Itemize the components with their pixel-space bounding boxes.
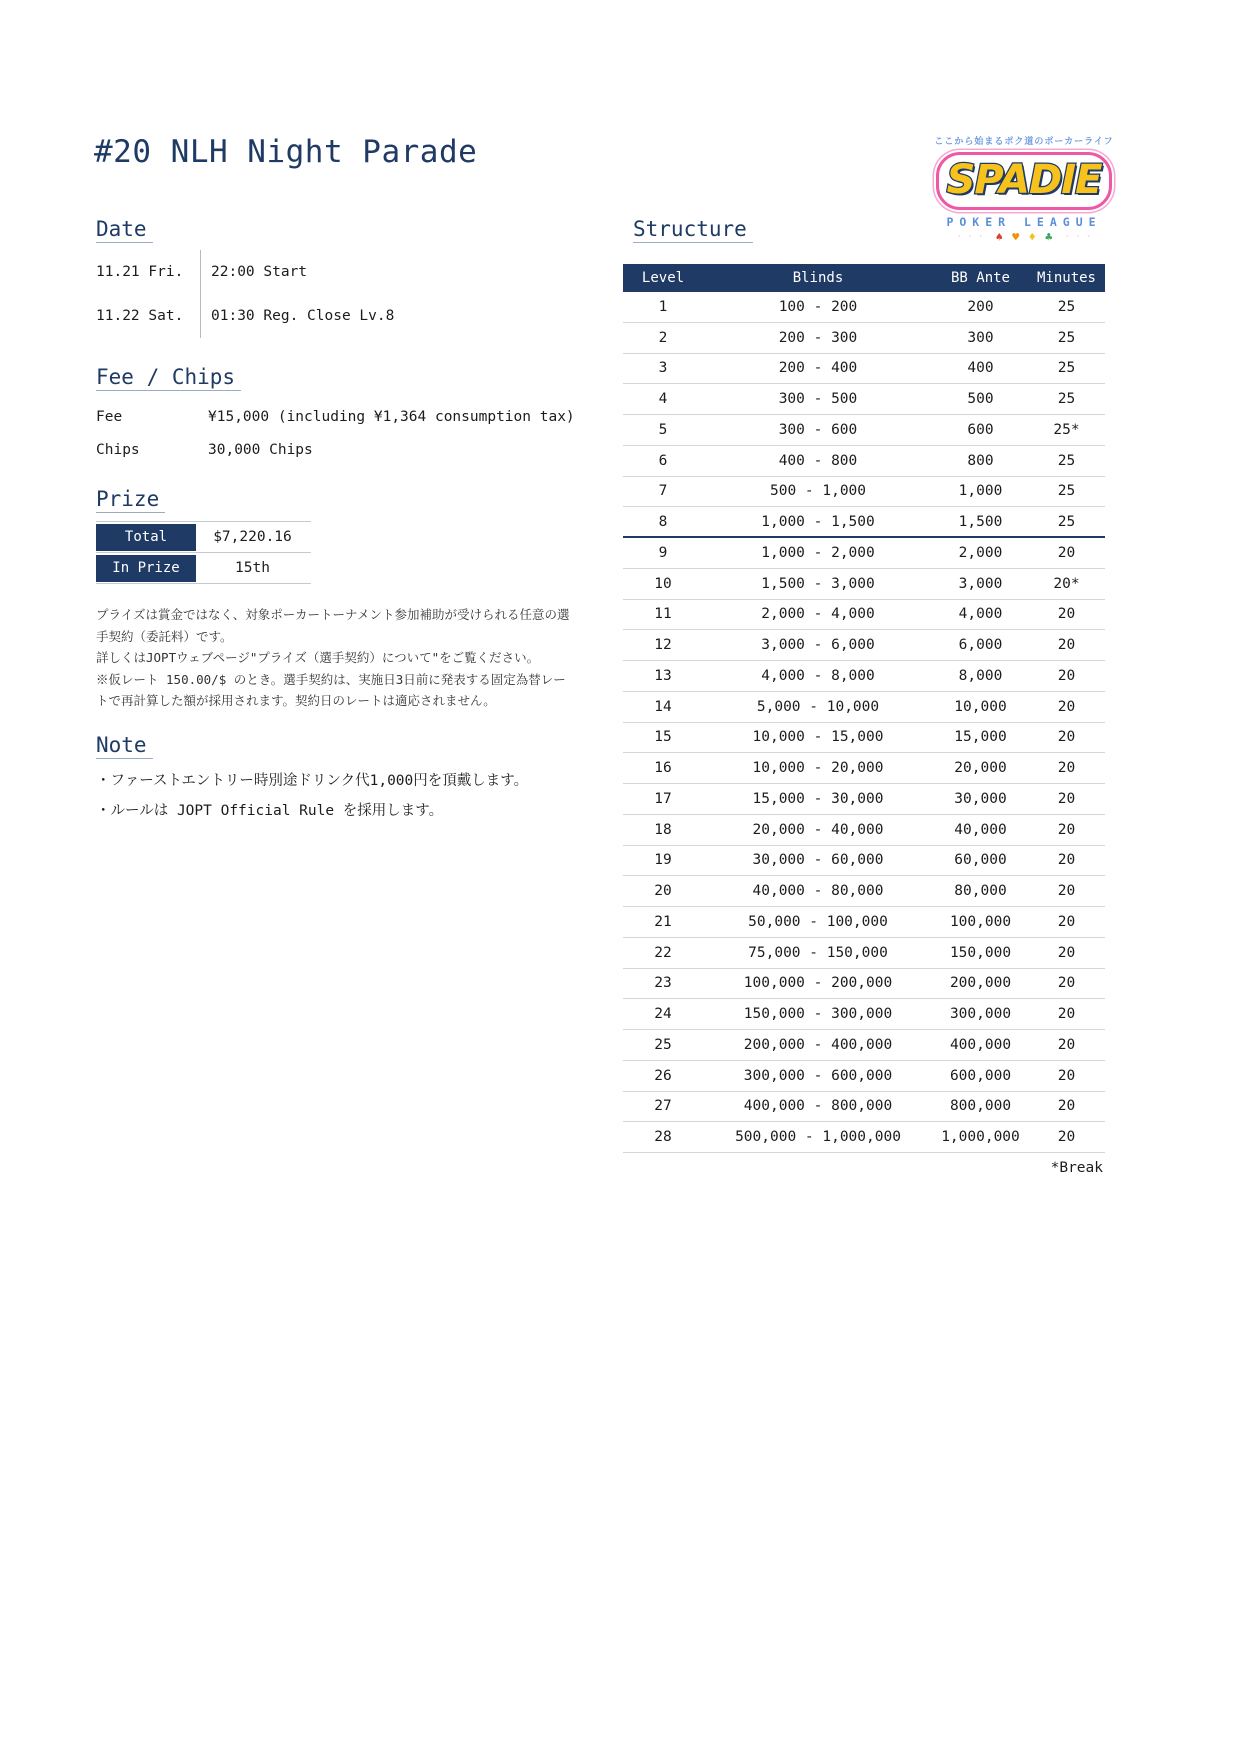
level-cell: 4 xyxy=(658,391,668,408)
bb-ante-cell: 400 xyxy=(967,360,994,377)
note-item: ・ルールは JOPT Official Rule を採用します。 xyxy=(96,803,444,819)
blinds-cell: 4,000 - 8,000 xyxy=(761,667,875,684)
level-cell: 11 xyxy=(654,606,672,623)
date-row xyxy=(96,294,556,338)
level-cell: 12 xyxy=(654,637,672,654)
blinds-cell: 75,000 - 150,000 xyxy=(748,944,888,961)
bb-ante-cell: 15,000 xyxy=(954,729,1007,746)
level-cell: 24 xyxy=(654,1006,672,1023)
structure-row xyxy=(623,538,1105,569)
minutes-cell: 20 xyxy=(1057,1036,1076,1053)
level-cell: 18 xyxy=(654,821,672,838)
minutes-cell: 20 xyxy=(1057,637,1076,654)
structure-row xyxy=(623,323,1105,354)
date-row xyxy=(96,250,556,294)
fee-chips-table xyxy=(96,400,596,466)
blinds-cell: 30,000 - 60,000 xyxy=(752,852,884,869)
bb-ante-cell: 2,000 xyxy=(958,544,1003,561)
structure-row xyxy=(623,784,1105,815)
level-cell: 3 xyxy=(658,360,668,377)
bb-ante-cell: 300,000 xyxy=(949,1006,1012,1023)
diamond-icon: ♦ xyxy=(1028,230,1036,244)
blinds-cell: 20,000 - 40,000 xyxy=(752,821,884,838)
minutes-cell: 20 xyxy=(1057,760,1076,777)
minutes-cell: 20 xyxy=(1057,821,1076,838)
minutes-cell: 25 xyxy=(1057,452,1076,469)
bb-ante-cell: 100,000 xyxy=(949,913,1012,930)
logo-brand-text: SPADIE xyxy=(946,157,1102,203)
column-header-blinds: Blinds xyxy=(792,270,844,286)
structure-body xyxy=(623,292,1105,1153)
minutes-cell: 20 xyxy=(1057,852,1076,869)
prize-section-heading: Prize xyxy=(96,487,165,513)
blinds-cell: 50,000 - 100,000 xyxy=(748,913,888,930)
structure-header-row xyxy=(623,264,1105,292)
fee-chips-row xyxy=(96,433,596,466)
spadie-logo xyxy=(918,134,1130,243)
level-cell: 21 xyxy=(654,913,672,930)
structure-row xyxy=(623,692,1105,723)
minutes-cell: 20 xyxy=(1057,913,1076,930)
bb-ante-cell: 20,000 xyxy=(954,760,1007,777)
structure-row xyxy=(623,477,1105,508)
bb-ante-cell: 30,000 xyxy=(954,790,1007,807)
bb-ante-cell: 6,000 xyxy=(958,637,1003,654)
blinds-cell: 1,000 - 2,000 xyxy=(761,544,875,561)
bb-ante-cell: 300 xyxy=(967,329,994,346)
level-cell: 13 xyxy=(654,667,672,684)
prize-disclaimer-line: プライズは賞金ではなく、対象ポーカートーナメント参加補助が受けられる任意の選手契約（委託料）です。 xyxy=(96,607,570,644)
structure-section-heading: Structure xyxy=(623,217,753,243)
structure-row xyxy=(623,999,1105,1030)
structure-row xyxy=(623,723,1105,754)
prize-disclaimer-line: ※仮レート 150.00/$ のとき。選手契約は、実施日3日前に発表する固定為替レートで再計算した額が採用されます。契約日のレートは適応されません。 xyxy=(96,671,566,708)
bb-ante-cell: 150,000 xyxy=(949,944,1012,961)
structure-row xyxy=(623,1092,1105,1123)
blinds-cell: 100,000 - 200,000 xyxy=(743,975,893,992)
structure-row xyxy=(623,1122,1105,1153)
page-title: #20 NLH Night Parade xyxy=(94,134,478,170)
minutes-cell: 20 xyxy=(1057,944,1076,961)
blinds-cell: 3,000 - 6,000 xyxy=(761,637,875,654)
note-item: ・ファーストエントリー時別途ドリンク代1,000円を頂戴します。 xyxy=(96,773,529,789)
minutes-cell: 20 xyxy=(1057,544,1076,561)
minutes-cell: 20 xyxy=(1057,729,1076,746)
bb-ante-cell: 600 xyxy=(967,421,994,438)
structure-row xyxy=(623,292,1105,323)
bb-ante-cell: 500 xyxy=(967,391,994,408)
bb-ante-cell: 3,000 xyxy=(958,575,1003,592)
date-detail: 22:00 Start xyxy=(200,250,556,294)
club-icon: ♣ xyxy=(1045,230,1053,244)
spade-icon: ♠ xyxy=(995,230,1003,244)
structure-row xyxy=(623,661,1105,692)
blinds-cell: 10,000 - 15,000 xyxy=(752,729,884,746)
prize-label: Total xyxy=(96,524,196,551)
date-section-heading: Date xyxy=(96,217,153,243)
level-cell: 25 xyxy=(654,1036,672,1053)
prize-value: 15th xyxy=(235,559,270,576)
structure-row xyxy=(623,846,1105,877)
blinds-cell: 2,000 - 4,000 xyxy=(761,606,875,623)
structure-row xyxy=(623,753,1105,784)
blinds-cell: 100 - 200 xyxy=(778,298,858,315)
level-cell: 10 xyxy=(654,575,672,592)
structure-row xyxy=(623,815,1105,846)
fee-chips-label: Fee xyxy=(96,408,123,425)
level-cell: 27 xyxy=(654,1098,672,1115)
fee-chips-value: ¥15,000 (including ¥1,364 consumption tax) xyxy=(208,408,575,425)
blinds-cell: 200,000 - 400,000 xyxy=(743,1036,893,1053)
structure-row xyxy=(623,446,1105,477)
minutes-cell: 20 xyxy=(1057,883,1076,900)
structure-row xyxy=(623,876,1105,907)
bb-ante-cell: 40,000 xyxy=(954,821,1007,838)
structure-table xyxy=(623,264,1105,1176)
level-cell: 14 xyxy=(654,698,672,715)
structure-row xyxy=(623,630,1105,661)
structure-row xyxy=(623,415,1105,446)
bb-ante-cell: 1,000 xyxy=(958,483,1003,500)
prize-row xyxy=(96,522,311,553)
minutes-cell: 20 xyxy=(1057,1129,1076,1146)
minutes-cell: 20 xyxy=(1057,606,1076,623)
minutes-cell: 25* xyxy=(1053,421,1080,438)
minutes-cell: 25 xyxy=(1057,329,1076,346)
column-header-minutes: Minutes xyxy=(1036,270,1096,286)
prize-disclaimer-line: 詳しくはJOPTウェブページ"プライズ（選手契約）について"をご覧ください。 xyxy=(96,650,540,665)
level-cell: 5 xyxy=(658,421,668,438)
level-cell: 22 xyxy=(654,944,672,961)
bb-ante-cell: 800 xyxy=(967,452,994,469)
note-list xyxy=(96,766,616,826)
prize-label: In Prize xyxy=(96,555,196,582)
blinds-cell: 300 - 600 xyxy=(778,421,858,438)
blinds-cell: 1,000 - 1,500 xyxy=(761,513,875,530)
note-section-heading: Note xyxy=(96,733,153,759)
level-cell: 15 xyxy=(654,729,672,746)
blinds-cell: 400,000 - 800,000 xyxy=(743,1098,893,1115)
logo-suit-icons xyxy=(918,231,1130,243)
minutes-cell: 20* xyxy=(1053,575,1080,592)
level-cell: 20 xyxy=(654,883,672,900)
prize-disclaimer xyxy=(96,604,574,712)
level-cell: 16 xyxy=(654,760,672,777)
level-cell: 6 xyxy=(658,452,668,469)
bb-ante-cell: 1,000,000 xyxy=(941,1129,1020,1146)
prize-value: $7,220.16 xyxy=(213,528,292,545)
bb-ante-cell: 200 xyxy=(967,298,994,315)
minutes-cell: 25 xyxy=(1057,360,1076,377)
heart-icon: ♥ xyxy=(1012,230,1020,244)
bb-ante-cell: 600,000 xyxy=(949,1067,1012,1084)
prize-table xyxy=(96,521,311,584)
date-detail: 01:30 Reg. Close Lv.8 xyxy=(200,294,556,338)
minutes-cell: 20 xyxy=(1057,1067,1076,1084)
level-cell: 2 xyxy=(658,329,668,346)
blinds-cell: 500 - 1,000 xyxy=(769,483,867,500)
fee-chips-section-heading: Fee / Chips xyxy=(96,365,241,391)
blinds-cell: 200 - 400 xyxy=(778,360,858,377)
blinds-cell: 15,000 - 30,000 xyxy=(752,790,884,807)
bb-ante-cell: 1,500 xyxy=(958,513,1003,530)
blinds-cell: 500,000 - 1,000,000 xyxy=(735,1129,901,1146)
level-cell: 7 xyxy=(658,483,668,500)
blinds-cell: 1,500 - 3,000 xyxy=(761,575,875,592)
structure-row xyxy=(623,600,1105,631)
level-cell: 28 xyxy=(654,1129,672,1146)
date-value: 11.21 Fri. xyxy=(96,264,184,280)
logo-subtitle: POKER LEAGUE xyxy=(946,215,1102,229)
minutes-cell: 25 xyxy=(1057,391,1076,408)
logo-tagline: ここから始まるポク道のポーカーライフ xyxy=(934,137,1114,147)
blinds-cell: 5,000 - 10,000 xyxy=(756,698,880,715)
minutes-cell: 25 xyxy=(1057,513,1076,530)
date-value: 11.22 Sat. xyxy=(96,308,184,324)
level-cell: 17 xyxy=(654,790,672,807)
blinds-cell: 300,000 - 600,000 xyxy=(743,1067,893,1084)
date-table xyxy=(96,250,556,338)
bb-ante-cell: 200,000 xyxy=(949,975,1012,992)
structure-row xyxy=(623,938,1105,969)
column-header-level: Level xyxy=(641,270,685,286)
bb-ante-cell: 4,000 xyxy=(958,606,1003,623)
structure-row xyxy=(623,1061,1105,1092)
minutes-cell: 20 xyxy=(1057,698,1076,715)
blinds-cell: 200 - 300 xyxy=(778,329,858,346)
structure-row xyxy=(623,384,1105,415)
minutes-cell: 20 xyxy=(1057,790,1076,807)
level-cell: 8 xyxy=(658,513,668,530)
bb-ante-cell: 8,000 xyxy=(958,667,1003,684)
bb-ante-cell: 800,000 xyxy=(949,1098,1012,1115)
fee-chips-value: 30,000 Chips xyxy=(208,441,313,458)
minutes-cell: 20 xyxy=(1057,1006,1076,1023)
minutes-cell: 25 xyxy=(1057,298,1076,315)
minutes-cell: 25 xyxy=(1057,483,1076,500)
structure-row xyxy=(623,569,1105,600)
blinds-cell: 400 - 800 xyxy=(778,452,858,469)
logo-badge xyxy=(936,152,1113,210)
bb-ante-cell: 400,000 xyxy=(949,1036,1012,1053)
level-cell: 23 xyxy=(654,975,672,992)
bb-ante-cell: 10,000 xyxy=(954,698,1007,715)
structure-row xyxy=(623,354,1105,385)
level-cell: 9 xyxy=(658,544,668,561)
bb-ante-cell: 60,000 xyxy=(954,852,1007,869)
level-cell: 26 xyxy=(654,1067,672,1084)
blinds-cell: 300 - 500 xyxy=(778,391,858,408)
prize-row xyxy=(96,553,311,584)
fee-chips-label: Chips xyxy=(96,441,140,458)
bb-ante-cell: 80,000 xyxy=(954,883,1007,900)
minutes-cell: 20 xyxy=(1057,667,1076,684)
minutes-cell: 20 xyxy=(1057,1098,1076,1115)
structure-row xyxy=(623,907,1105,938)
level-cell: 1 xyxy=(658,298,668,315)
level-cell: 19 xyxy=(654,852,672,869)
break-footnote: *Break xyxy=(1050,1160,1103,1176)
blinds-cell: 150,000 - 300,000 xyxy=(743,1006,893,1023)
column-header-bb-ante: BB Ante xyxy=(950,270,1010,286)
minutes-cell: 20 xyxy=(1057,975,1076,992)
blinds-cell: 10,000 - 20,000 xyxy=(752,760,884,777)
structure-row xyxy=(623,507,1105,538)
fee-chips-row xyxy=(96,400,596,433)
blinds-cell: 40,000 - 80,000 xyxy=(752,883,884,900)
structure-row xyxy=(623,969,1105,1000)
structure-row xyxy=(623,1030,1105,1061)
